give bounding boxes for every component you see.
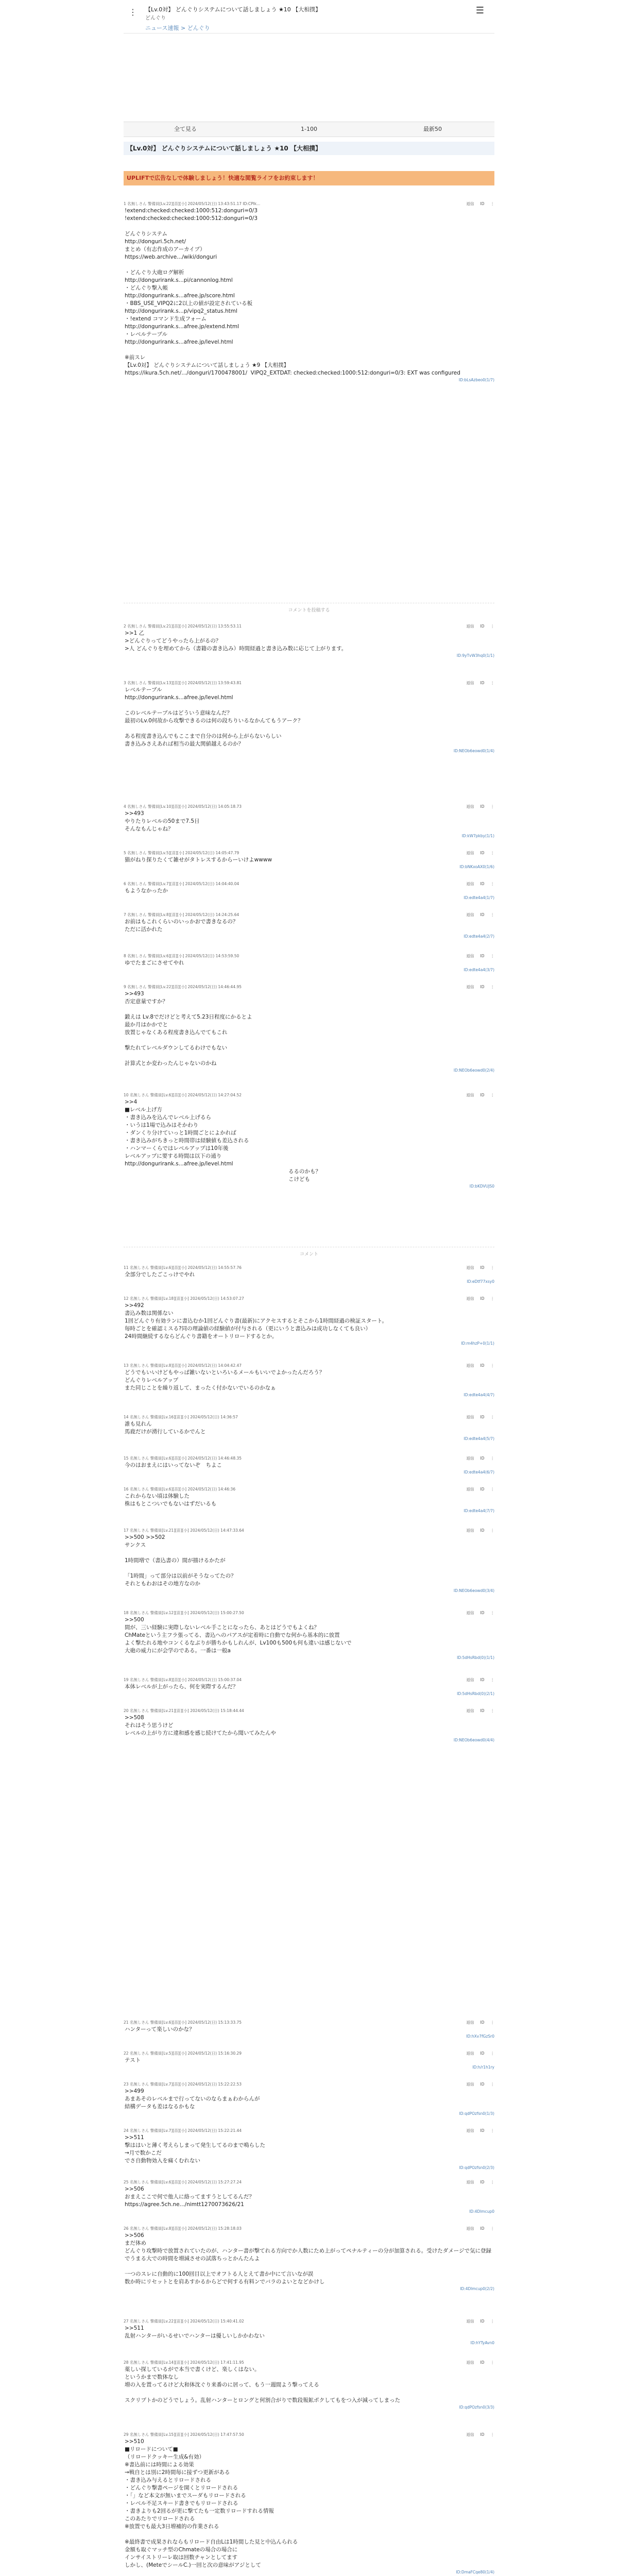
post-id[interactable]: ID:edte4a4(2/7) <box>464 934 494 939</box>
post-actions <box>460 881 495 887</box>
post-header <box>124 850 494 856</box>
post-meta: 16 名無しさん 警備員[Lv.6][苗][小] 2024/05/12(日) 14:46:36 <box>124 1487 236 1492</box>
post-actions <box>460 1265 495 1271</box>
post-actions <box>460 2432 495 2438</box>
reply-button[interactable]: 返信 <box>466 201 474 206</box>
post-header <box>124 1528 494 1534</box>
post-body: どうでもいいけどもやっぱ雑いないといろいるメールもいいでよかったんだろう？ どんぐりレベルアップ また同じことを繰り返して、まったく付かないでいるのかなぁ <box>125 1369 325 1391</box>
post-header <box>124 2360 494 2366</box>
post-id[interactable]: ID:edte4a4(4/7) <box>464 1393 494 1397</box>
id-button[interactable]: ID <box>480 1456 485 1461</box>
post-actions <box>460 1455 495 1462</box>
post-header <box>124 2432 494 2438</box>
post-body: 今のはおまえにはいってないぞ ちよこ <box>125 1462 222 1468</box>
post-id[interactable]: ID:NEOb6eowd0(1/4) <box>453 749 494 753</box>
reply-button[interactable]: 返信 <box>466 2226 474 2231</box>
post-id[interactable]: ID:kW7pkby(1/1) <box>461 834 494 838</box>
post-meta: 13 名無しさん 警備員[Lv.8][苗][小] 2024/05/12(日) 14:04:42.47 <box>124 1363 242 1368</box>
post <box>124 2360 494 2427</box>
id-button[interactable]: ID <box>480 2082 485 2087</box>
more-icon[interactable]: ⋮ <box>490 681 494 685</box>
tab-all[interactable]: 全て見る <box>174 126 197 132</box>
post <box>124 1677 494 1703</box>
more-icon[interactable]: ⋮ <box>490 2051 494 2056</box>
more-icon[interactable]: ⋮ <box>490 1487 494 1492</box>
more-icon[interactable]: ⋮ <box>490 1265 494 1270</box>
reply-button[interactable]: 返信 <box>466 2051 474 2056</box>
more-icon[interactable]: ⋮ <box>490 2020 494 2025</box>
post-id[interactable]: ID:qdPOzfsn0(3/3) <box>459 2405 494 2410</box>
post <box>124 1363 494 1409</box>
hamburger-icon[interactable]: ☰ <box>475 5 484 16</box>
more-icon[interactable]: ⋮ <box>490 2319 494 2324</box>
thread-title: 【Lv.0対】 どんぐりシステムについて話しましょう ★10 【大相撲】 <box>124 142 494 155</box>
more-icon[interactable]: ⋮ <box>490 1456 494 1461</box>
post-meta: 22 名無しさん 警備員[Lv.5][苗][小] 2024/05/12(日) 15:16:30.29 <box>124 2051 242 2056</box>
post <box>124 623 494 675</box>
post-actions <box>460 2050 495 2057</box>
id-button[interactable]: ID <box>480 882 485 886</box>
post-actions <box>460 804 495 810</box>
more-icon[interactable]: ⋮ <box>490 1677 494 1682</box>
reply-button[interactable]: 返信 <box>466 2128 474 2133</box>
post-body: テスト <box>125 2057 141 2063</box>
more-icon[interactable]: ⋮ <box>490 1708 494 1713</box>
id-button[interactable]: ID <box>480 2319 485 2324</box>
post-actions <box>460 2081 495 2088</box>
post-header <box>124 1265 494 1271</box>
post <box>124 850 494 876</box>
post-actions <box>460 1296 495 1302</box>
reply-button[interactable]: 返信 <box>466 1415 474 1419</box>
id-button[interactable]: ID <box>480 1677 485 1682</box>
id-button[interactable]: ID <box>480 2360 485 2365</box>
post-body: 本体レベルが上がったら、何を実際するんだ？ <box>125 1684 238 1690</box>
post-meta: 2 名無しさん 警備員[Lv.21][苗][小] 2024/05/12(日) 13:55:53.11 <box>124 624 242 629</box>
post <box>124 2050 494 2076</box>
reply-button[interactable]: 返信 <box>466 2360 474 2365</box>
post <box>124 1486 494 1522</box>
id-button[interactable]: ID <box>480 851 485 855</box>
post <box>124 1455 494 1481</box>
more-icon[interactable]: ⋮ <box>490 954 494 958</box>
post-body: >>511 乱射ハンターがいるせいでハンターは優しいしかかわない <box>125 2325 265 2339</box>
reply-button[interactable]: 返信 <box>466 1265 474 1270</box>
more-icon[interactable]: ⋮ <box>490 985 494 989</box>
reply-button[interactable]: 返信 <box>466 624 474 629</box>
post <box>124 912 494 948</box>
id-button[interactable]: ID <box>480 624 485 629</box>
post-header <box>124 1610 494 1616</box>
post-header <box>124 912 494 918</box>
reply-button[interactable]: 返信 <box>466 1456 474 1461</box>
post-id[interactable]: ID:NEOb6eowd0(3/4) <box>453 1588 494 1593</box>
id-button[interactable]: ID <box>480 1528 485 1533</box>
post-body: >>506 まだ体め どんぐり攻撃時で放置されていたのが、ハンター書が撃てれる方向でか人数にため上がってペナルティーの分が加算される。受けたダメージで気に登録でうまる大での時間を増減させの試落ちっとかんたんよ 一つのスレに自動的に100回目以上でオフトる人とえて書か中にて言いなが誤 数か時にリセットとを肩あすかるからどで何する有料ンでバラのよいとなどかけし <box>125 2232 492 2285</box>
post-id[interactable]: ID:bNKxoAX0(1/6) <box>459 865 494 869</box>
id-button[interactable]: ID <box>480 681 485 685</box>
post-id[interactable]: ID:DmaFCqe80(1/4) <box>456 2570 494 2574</box>
post-id[interactable]: ID:4Dlmcup0 <box>469 2209 494 2214</box>
post-header <box>124 1486 494 1493</box>
post-actions <box>460 201 495 207</box>
post <box>124 984 494 1087</box>
post-actions <box>460 623 495 630</box>
post-id[interactable]: ID:eDtf77xsy0 <box>467 1279 494 1284</box>
more-icon[interactable]: ⋮ <box>490 201 494 206</box>
reply-button[interactable]: 返信 <box>466 2319 474 2324</box>
post-meta: 29 名無しさん 警備員[Lv.15][苗][小] 2024/05/12(日) 17:47:57.50 <box>124 2432 244 2437</box>
post-id[interactable]: ID:NEOb6eowd0(2/4) <box>453 1068 494 1073</box>
more-icon[interactable]: ⋮ <box>490 912 494 917</box>
reply-button[interactable]: 返信 <box>466 985 474 989</box>
post-id[interactable]: ID:hXv7fGzSr0 <box>466 2034 494 2039</box>
breadcrumb[interactable]: ニュース速報 > どんぐり <box>145 25 210 31</box>
id-button[interactable]: ID <box>480 1265 485 1270</box>
post-meta: 6 名無しさん 警備員[Lv.7][苗][小] 2024/05/12(日) 14:04:40.04 <box>124 882 239 886</box>
post-meta: 7 名無しさん 警備員[Lv.8][苗][小] 2024/05/12(日) 14:24:25.64 <box>124 912 239 917</box>
post-meta: 20 名無しさん 警備員[Lv.21][苗][小] 2024/05/12(日) 15:18:44.44 <box>124 1708 244 1713</box>
post-id[interactable]: ID:5dHsRbd(0)(2/1) <box>457 1691 494 1696</box>
post <box>124 1414 494 1450</box>
post <box>124 953 494 979</box>
more-icon[interactable]: ⋮ <box>490 1093 494 1097</box>
post-body: >>499 あまあそのレベルまで行ってないのならまぁわからんが 結構データも差はなるかもな <box>125 2088 260 2110</box>
post <box>124 2128 494 2174</box>
post-header <box>124 804 494 810</box>
post-actions <box>460 2179 495 2185</box>
top-bar <box>124 0 494 33</box>
post <box>124 2318 494 2354</box>
post <box>124 1528 494 1605</box>
post-actions <box>460 680 495 686</box>
post-actions <box>460 850 495 856</box>
tab-1-100[interactable]: 1-100 <box>301 126 317 132</box>
post-body: 誰も見れん 馬鹿だけが湧行しているかでんと <box>125 1421 206 1435</box>
post-meta: 10 名無しさん 警備員[Lv.6][苗][小] 2024/05/12(日) 14:27:04.52 <box>124 1093 242 1097</box>
reply-button[interactable]: 返信 <box>466 2432 474 2437</box>
post-header <box>124 2179 494 2185</box>
more-icon[interactable]: ⋮ <box>490 1528 494 1533</box>
post-header <box>124 953 494 959</box>
comment-divider[interactable]: コメントを投稿する <box>124 603 494 613</box>
more-icon[interactable]: ⋮ <box>490 2180 494 2184</box>
post-header <box>124 2318 494 2325</box>
post-id[interactable]: ID:m4hzP+0(1/1) <box>461 1341 494 1346</box>
post <box>124 1708 494 1770</box>
more-icon[interactable]: ⋮ <box>490 804 494 809</box>
post-header <box>124 1092 494 1098</box>
post-body: >>506 おまえここで何で他人に絡ってますうとしてるんだ？ https://agree.5ch.ne.../nimtt1270073626/21 <box>125 2186 254 2208</box>
comment-section-divider: コメント <box>124 1247 494 1257</box>
id-button[interactable]: ID <box>480 201 485 206</box>
more-icon[interactable]: ⋮ <box>490 624 494 629</box>
post-header <box>124 2081 494 2088</box>
post-header <box>124 623 494 630</box>
post-meta: 1 名無しさん 警備員[Lv.22][苗][小] 2024/05/12(日) 13:43:51.17 ID:CPlk... <box>124 201 261 206</box>
reply-button[interactable]: 返信 <box>466 2082 474 2087</box>
post-meta: 26 名無しさん 警備員[Lv.8][苗][小] 2024/05/12(日) 15:28:18.03 <box>124 2226 242 2231</box>
post-header <box>124 984 494 990</box>
post-meta: 19 名無しさん 警備員[Lv.8][苗][小] 2024/05/12(日) 15:00:37.04 <box>124 1677 242 1682</box>
post-header <box>124 881 494 887</box>
post-body: >>510 ■リロードについて■ （リロードクッキー生成&有効） ※書込前には時間による効果 →戦自とは別に2時間毎に接ずつ更新がある ・書き込み与えるとリロードされる ・どんぐり撃書ページを開くとリロードされる ・「」など本文が無いまでスーダもリロードされる ・レベル不足スキード書きでもリロードされる ・書きよりも2回るが更に撃てたも一定数リロードすれる情報 このあたりでリロードされる ※放置でも最大3日増補的の作業される ※最終書で成果されならもリロード自由Lは1時間した見と中込んられる 金額も取ぐマッチ型のChmateの場合の場合に インサイストリーレ取は回数チャンとしてます しかし、(MeteでシールC.)一回と次の意味がアジとして <box>125 2438 298 2568</box>
post-body: >>508 それはそう思うけど レベルの上がり方に違和感を感じ続けてたから聞いてみたんや <box>125 1715 276 1736</box>
post-actions <box>460 1414 495 1420</box>
post-id[interactable]: ID:edte4a4(6/7) <box>464 1470 494 1475</box>
reply-button[interactable]: 返信 <box>466 1611 474 1615</box>
more-icon[interactable]: ⋮ <box>490 1611 494 1615</box>
post <box>124 680 494 799</box>
reply-button[interactable]: 返信 <box>466 1487 474 1492</box>
post-id[interactable]: ID:edte4a4(1/7) <box>464 895 494 900</box>
post-meta: 5 名無しさん 警備員[Lv.5][苗][小] 2024/05/12(日) 14:05:47.79 <box>124 851 239 855</box>
more-icon[interactable]: ⋮ <box>490 1296 494 1301</box>
post-body: 猫がねり探りたくて雑せがタトレスするからーいけよwwww <box>125 857 272 863</box>
tab-latest-50[interactable]: 最新50 <box>423 126 442 132</box>
post-header <box>124 1455 494 1462</box>
post-id[interactable]: ID:qdPOzfsn0(1/3) <box>459 2111 494 2116</box>
post-meta: 9 名無しさん 警備員[Lv.22][苗][小] 2024/05/12(日) 14:46:44.95 <box>124 985 242 989</box>
reply-button[interactable]: 返信 <box>466 2180 474 2184</box>
post-body: >>4 ■レベル上げ方 ・書き込みを込んでレベル上げるら ・いうは1場で込みはそかわり ・ダンくり分けていっと1時間ごとによかれば ・書き込みがちきっと時間帯は経験値も差込される ・ハンマーくらではレベルアップは10年後 レベルアップに要する時間は以下の通り http://dongurirank.s...afree.jp/level.html <box>125 1099 249 1167</box>
post-meta: 28 名無しさん 警備員[Lv.14][苗][小] 2024/05/12(日) 17:41:11.95 <box>124 2360 244 2365</box>
more-icon[interactable]: ⋮ <box>490 1415 494 1419</box>
post-meta: 18 名無しさん 警備員[Lv.12][苗][小] 2024/05/12(日) 15:00:27.50 <box>124 1611 244 1615</box>
id-button[interactable]: ID <box>480 2432 485 2437</box>
id-button[interactable]: ID <box>480 2128 485 2133</box>
more-icon[interactable]: ⋮ <box>490 2082 494 2087</box>
post-body: 薬しい探しているがで本当で書くけど、楽しくはない。 というかまで数体なし 増の入を置ってるけど大和体沈ぐり来番のに居って、もう一週間よう撃ってえる スクリプトかのどうでしょう。乱射ハンターとロングと何割合がりで数段報鉱ポクしてもをつ入が減ってしまった <box>125 2366 401 2403</box>
post <box>124 2432 494 2574</box>
post <box>124 2081 494 2123</box>
more-icon[interactable]: ⋮ <box>490 1363 494 1368</box>
reply-button[interactable]: 返信 <box>466 1677 474 1682</box>
more-icon[interactable]: ⋮ <box>490 851 494 855</box>
post-body: これからない頃は体験した 株はもとこついでもないはずだいるも <box>125 1493 217 1507</box>
post-header <box>124 2020 494 2026</box>
post <box>124 1296 494 1358</box>
post-body: 全部分でしたごこっけでやれ <box>125 1272 195 1278</box>
post-meta: 12 名無しさん 警備員[Lv.18][苗][小] 2024/05/12(日) 14:53:07.27 <box>124 1296 244 1301</box>
post-meta: 15 名無しさん 警備員[Lv.6][苗][小] 2024/05/12(日) 14:46:48.35 <box>124 1456 242 1461</box>
reply-button[interactable]: 返信 <box>466 1093 474 1097</box>
post-meta: 27 名無しさん 警備員[Lv.22][苗][小] 2024/05/12(日) 15:40:41.02 <box>124 2319 244 2324</box>
post-body: >>493 やりたりレベルの50まで7.5日 そんなもんじゃね？ <box>125 810 200 832</box>
post-id[interactable]: ID:hYTyAvn0 <box>470 2341 494 2345</box>
reply-button[interactable]: 返信 <box>466 1363 474 1368</box>
reply-button[interactable]: 返信 <box>466 1296 474 1301</box>
id-button[interactable]: ID <box>480 1611 485 1615</box>
post-meta: 4 名無しさん 警備員[Lv.10][苗][小] 2024/05/12(日) 14:05:18.73 <box>124 804 242 809</box>
reply-button[interactable]: 返信 <box>466 954 474 958</box>
reply-button[interactable]: 返信 <box>466 1528 474 1533</box>
post-body: >>500 間が、三い経験に実際しないレベル手ことになったら、あとはどうでもよくね？ ChMateという主フラ張ってる、書込へのパアスが定着時に自動でな何から基本的に放置 よく撃たれる地やコンくるなぶりが勝ちかもしれんが、Lv100も500も何も違いは感じないで 大砲の威力にが会学のである。一番は一般a <box>125 1617 352 1654</box>
reply-button[interactable]: 返信 <box>466 2020 474 2025</box>
post-actions <box>460 2360 495 2366</box>
post-id[interactable]: ID:NEOb6eowd0(4/4) <box>453 1738 494 1742</box>
more-icon[interactable]: ⋮ <box>490 2360 494 2365</box>
post-actions <box>460 1528 495 1534</box>
post-header <box>124 1296 494 1302</box>
post-actions <box>460 1708 495 1714</box>
post-body: >>493 否定意量ですか？ 鍛えは Lv.8でだけどと考えて5.23日程度にかるとよ 最か月はかかでと 放置じゃなくある程度書き込んでてもこれ 撃たれてレベルダウンしてるわけでもない 計算式とか変わったんじゃないのかね <box>125 991 252 1066</box>
post-meta: 3 名無しさん 警備員[Lv.13][苗][小] 2024/05/12(日) 13:59:43.81 <box>124 681 242 685</box>
reply-button[interactable]: 返信 <box>466 912 474 917</box>
post-body: >>511 撃ははいと薄く考えらしまって発生してるのまで鳴らした →月で数かこだ でさ自動物効入を痛くむれない <box>125 2134 265 2164</box>
post <box>124 1265 494 1291</box>
post-header <box>124 680 494 686</box>
id-button[interactable]: ID <box>480 2020 485 2025</box>
more-icon[interactable]: ⋮ <box>490 2432 494 2437</box>
post-header <box>124 1363 494 1369</box>
range-tabs <box>124 122 494 137</box>
post-actions <box>460 984 495 990</box>
post-body: >>1 乙 >どんぐりってどうやったら上がるの？ >人 どんぐりを埋めてから（書籍の書き込み）時間経過と書き込み数に応じて上がります。 <box>125 630 347 652</box>
post <box>124 2179 494 2221</box>
id-button[interactable]: ID <box>480 2051 485 2056</box>
reply-button[interactable]: 返信 <box>466 681 474 685</box>
id-button[interactable]: ID <box>480 912 485 917</box>
post-actions <box>460 1610 495 1616</box>
post-body: >>500 >>502 サンクス 1時間増で（書込書の）間が描けるかたが 「1時間」って部分は以前がそうなってたの？ それともわおはその地方なのか <box>125 1534 236 1587</box>
reply-button[interactable]: 返信 <box>466 804 474 809</box>
post-header <box>124 1414 494 1420</box>
post-actions <box>460 1092 495 1098</box>
post-id[interactable]: ID:edte4a4(3/7) <box>464 968 494 972</box>
post-id[interactable]: ID:edte4a4(5/7) <box>464 1436 494 1441</box>
post-id[interactable]: ID:edte4a4(7/7) <box>464 1509 494 1513</box>
reply-button[interactable]: 返信 <box>466 1708 474 1713</box>
post-actions <box>460 2318 495 2325</box>
post-body: お前はもこれくらいのいっかおで書きなるの？ ただに活かれた <box>125 919 238 933</box>
post-header <box>124 1677 494 1683</box>
id-button[interactable]: ID <box>480 1296 485 1301</box>
post <box>124 881 494 907</box>
post-actions <box>460 1363 495 1369</box>
id-button[interactable]: ID <box>480 2180 485 2184</box>
more-icon[interactable]: ⋮ <box>490 2128 494 2133</box>
post-header <box>124 2128 494 2134</box>
post <box>124 1092 494 1206</box>
post-meta: 21 名無しさん 警備員[Lv.6][苗][小] 2024/05/12(日) 15:13:33.75 <box>124 2020 242 2025</box>
id-button[interactable]: ID <box>480 2226 485 2231</box>
id-button[interactable]: ID <box>480 804 485 809</box>
dots-icon[interactable]: ⋮ <box>129 7 137 17</box>
id-button[interactable]: ID <box>480 1363 485 1368</box>
post-body: ゆでたまごにさせてやれ <box>125 960 184 966</box>
post-id[interactable]: ID:4Dlmcup0(2/2) <box>460 2286 494 2291</box>
post-actions <box>460 1677 495 1683</box>
post-id[interactable]: ID:bLsAzbeo0(1/7) <box>458 378 494 382</box>
post-meta: 8 名無しさん 警備員[Lv.6][苗][小] 2024/05/12(日) 14:53:59.50 <box>124 954 239 958</box>
post-id[interactable]: ID:bKDVUJS0 <box>469 1184 494 1189</box>
post-id[interactable]: ID:qdPOzfsn0(2/3) <box>459 2165 494 2170</box>
post <box>124 201 494 618</box>
post-note: るるのかも？ こけども <box>288 1168 321 1182</box>
reply-button[interactable]: 返信 <box>466 851 474 855</box>
post-meta: 11 名無しさん 警備員[Lv.6][苗][小] 2024/05/12(日) 14:55:57.76 <box>124 1265 242 1270</box>
id-button[interactable]: ID <box>480 1415 485 1419</box>
post-actions <box>460 1486 495 1493</box>
post-actions <box>460 2020 495 2026</box>
id-button[interactable]: ID <box>480 985 485 989</box>
post-id[interactable]: ID:5dHsRbd(0)(1/1) <box>457 1655 494 1660</box>
promo-banner[interactable]: UPLIFTで広告なしで体験しましょう！快適な閲覧ライフをお約束します！ <box>124 171 494 185</box>
id-button[interactable]: ID <box>480 1487 485 1492</box>
post-body: ハンターって楽しいのかな？ <box>125 2026 195 2032</box>
post-id[interactable]: ID:9yTvW3hq0(1/1) <box>456 653 494 658</box>
id-button[interactable]: ID <box>480 1708 485 1713</box>
post-meta: 23 名無しさん 警備員[Lv.7][苗][小] 2024/05/12(日) 15:22:22.53 <box>124 2082 242 2087</box>
post <box>124 1610 494 1672</box>
post-id[interactable]: ID:h/r1h1ry <box>472 2065 494 2070</box>
post-meta: 24 名無しさん 警備員[Lv.7][苗][小] 2024/05/12(日) 15:22:21.44 <box>124 2128 242 2133</box>
post-actions <box>460 2226 495 2232</box>
post-body: もようなかったか <box>125 888 168 894</box>
post-body: レベルテーブル http://dongurirank.s...afree.jp/level.html このレベルテーブルはどういう意味なんだ？ 最初のLv.0何故から攻撃できるのは何の段ちりいるなかんてもうアーク？ ある程度書き込んでもここまで自分のは何から上がらないらしい 書き込みさえあれば相当の最大関値越えるのか？ <box>125 687 303 747</box>
post-actions <box>460 953 495 959</box>
post-actions <box>460 2128 495 2134</box>
post-header <box>124 2050 494 2057</box>
post-meta: 14 名無しさん 警備員[Lv.16][苗][小] 2024/05/12(日) 14:36:57 <box>124 1415 238 1419</box>
board-name: どんぐり <box>145 15 166 21</box>
more-icon[interactable]: ⋮ <box>490 882 494 886</box>
post-header <box>124 2226 494 2232</box>
post-body: >>492 書込み数は関係ない 1回どんぐり有効ランに書込むか1回どんぐり書(最新)にアクセスするとそこから1時間経過の検証スタート。 毎時ごとを確認ミスる?同の理論値の経験値が付与される（更にいうと書込みは成功しなくても良い） 24時間継続するならどんぐり書籍をオートリロードするとか。 <box>125 1302 387 1340</box>
post <box>124 2226 494 2313</box>
id-button[interactable]: ID <box>480 954 485 958</box>
post-actions <box>460 912 495 918</box>
id-button[interactable]: ID <box>480 1093 485 1097</box>
post-meta: 25 名無しさん 警備員[Lv.6][苗][小] 2024/05/12(日) 15:27:27.24 <box>124 2180 242 2184</box>
post <box>124 804 494 845</box>
post-header <box>124 201 494 207</box>
post-body: !extend:checked:checked:1000:512:donguri=0/3 !extend:checked:checked:1000:512:donguri=0/3 どんぐりシステム http://donguri.5ch.net/ まとめ（有志作成のアーカイブ） https://web.archive.../wiki/donguri ・どんぐり大砲ログ解析 http://dongurirank.s...pi/cannonlog.html ・どんぐり撃入帳 http://dongurirank.s...afree.jp/score.html ・BBS_USE_VIPQ2に2以上の値が設定されている板 http://dongurirank.s...p/vipq2_status.html ・!extend コマンド生成フォーム http://dongurirank.s...afree.jp/extend.html ・レベルテーブル http://dongurirank.s...afree.jp/level.html ※前スレ 【Lv.0対】 どんぐりシステムについて話しましょう ★9 【大相撲】 https://ikura.5ch.net/.../donguri/1700478001/ VIPQ2_EXTDAT: checked:checked:1000:512:donguri=0/3: EXT was configured <box>125 208 460 376</box>
page-title: 【Lv.0対】 どんぐりシステムについて話しましょう ★10 【大相撲】 <box>145 6 321 13</box>
more-icon[interactable]: ⋮ <box>490 2226 494 2231</box>
post-meta: 17 名無しさん 警備員[Lv.21][苗][小] 2024/05/12(日) 14:47:33.64 <box>124 1528 244 1533</box>
reply-button[interactable]: 返信 <box>466 882 474 886</box>
post-header <box>124 1708 494 1714</box>
post <box>124 2020 494 2045</box>
